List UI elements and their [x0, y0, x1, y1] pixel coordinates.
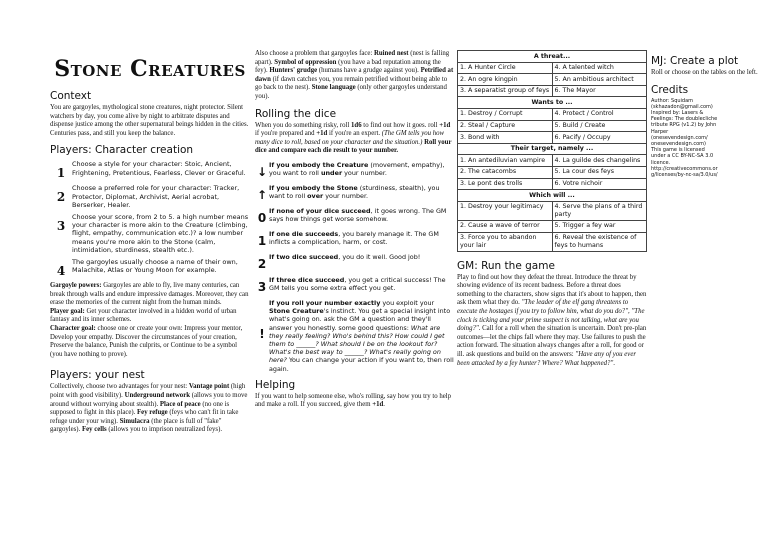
- outcome-bold: If three dice succeed: [269, 275, 345, 284]
- credits-line: Harper: [651, 128, 669, 135]
- step-text: Choose your score, from 2 to 5. a high number means your character is more akin to the Creature (climbing, flight, empathy, communication etc.)? a low number means you're more akin to the Stone (calm, intimidation, sturdiness, stealth etc.).: [72, 212, 249, 254]
- table-cell: 4. Serve the plans of a third party: [552, 201, 647, 220]
- table-cell: 1. An antediluvian vampire: [458, 155, 553, 167]
- outcome-symbol: 3: [257, 279, 267, 294]
- problem-intro: Also choose a problem that gargoyles face:: [255, 50, 374, 57]
- exact-text: you exploit your: [380, 298, 435, 307]
- creation-step: [50, 184, 250, 209]
- column-2: [255, 50, 455, 410]
- table-cell: 1. A Hunter Circle: [458, 62, 553, 74]
- outcome-bold: If two dice succeed: [269, 252, 339, 261]
- outcome-plain: , you barely manage it. The GM inflicts a complication, harm, or cost.: [269, 229, 439, 247]
- outcome-bold: If you embody the Creature: [269, 160, 369, 169]
- character-goal-text: choose one or create your own: Impress your mentor, Develop your empathy. Discover the circumstances of your creation, Preserve the balance, Punish the culprits, or Continue to be a symbol (you have nothing to prove).: [50, 324, 243, 358]
- table-row: [458, 108, 647, 120]
- outcome-plain: (movement, empathy), you want to roll: [269, 160, 445, 178]
- dice-text: When you do something risky, roll: [255, 121, 352, 129]
- credits-line: Author: Squidam: [651, 97, 694, 104]
- creation-steps: [50, 160, 250, 278]
- column-4: [651, 55, 761, 178]
- creation-step: [50, 213, 250, 254]
- step-number: 4: [56, 264, 66, 278]
- credits-line: tribute RPG (v1.2) by John: [651, 122, 717, 129]
- table-cell: 3. Force you to abandon your lair: [458, 232, 553, 251]
- dice-instruction: Roll your dice and compare each die result to your number.: [255, 138, 452, 155]
- outcome-bold: under: [320, 169, 343, 178]
- table-cell: 1. Destroy your legitimacy: [458, 201, 553, 220]
- gm-paragraph: [457, 274, 647, 369]
- nest-advantage-label: Underground network: [124, 391, 190, 399]
- problems-paragraph: [255, 50, 455, 102]
- outcome-symbol: 2: [257, 256, 267, 271]
- outcome-symbol: 1: [257, 233, 267, 248]
- table-cell: 5. La cour des feys: [552, 166, 647, 178]
- credits-line: under a CC BY-NC-SA 3.0: [651, 153, 714, 160]
- mj-heading: MJ: Create a plot: [651, 55, 739, 67]
- nest-advantage-text: (no one is supposed to fight in this place).: [50, 400, 230, 417]
- nest-advantage-text: (feys who can't fit in take refuge under your wing).: [50, 409, 239, 425]
- table-cell: 6. Reveal the existence of feys to humans: [552, 232, 647, 251]
- outcome-plain: , it goes wrong. The GM says how things get worse somehow.: [269, 206, 447, 224]
- exact-roll-row: [255, 299, 455, 373]
- outcome-symbol: ↑: [256, 187, 268, 202]
- exact-roll-text: [269, 299, 455, 373]
- gm-example: "Have any of you ever been attacked by a fey hunter? Where? What happened?": [457, 351, 636, 367]
- step-number: 2: [56, 190, 66, 205]
- outcome-plain: , you get a critical success! The GM tells you some extra effect you get.: [269, 275, 446, 293]
- nest-advantage-text: (allows you to imprison neutralized feys).: [106, 426, 223, 434]
- credits-line: (skhazadon@gmail.com): [651, 103, 713, 110]
- dice-d6: 1d6: [351, 121, 362, 129]
- table-cell: 3. Le pont des trolls: [458, 178, 553, 190]
- outcome-bold: If none of your dice succeed: [269, 206, 371, 215]
- helping-text: .: [383, 401, 385, 409]
- table-cell: 5. Trigger a fey war: [552, 220, 647, 232]
- outcome-text: [269, 253, 455, 261]
- step-number: 3: [56, 218, 66, 233]
- table-cell: 6. The Mayor: [552, 85, 647, 97]
- powers-text: Gargoyles are able to fly, live many centuries, can break through walls and endure impressive damages. Moreover, they can erase the memories of the current night from the human minds.: [50, 282, 249, 307]
- table-cell: 3. A separatist group of feys: [458, 85, 553, 97]
- dice-bonus: +1d: [439, 121, 451, 129]
- table-cell: 4. La guilde des changelins: [552, 155, 647, 167]
- outcome-text: [269, 276, 455, 292]
- table-cell: 4. Protect / Control: [552, 108, 647, 120]
- dice-text: to find out how it goes. roll: [361, 121, 440, 129]
- dice-outcome-row: [255, 184, 455, 202]
- dice-heading: Rolling the dice: [255, 107, 337, 120]
- powers-paragraph: [50, 282, 250, 308]
- problem-text: (nest is falling apart).: [255, 50, 450, 66]
- table-section-header: Wants to ...: [458, 97, 647, 109]
- table-row: [458, 85, 647, 97]
- goal-label: Player goal:: [50, 307, 85, 315]
- outcome-symbol: 0: [257, 210, 267, 225]
- outcome-symbol: ↓: [256, 164, 268, 179]
- exact-text: You can change your action if you want to, then roll again.: [269, 356, 454, 373]
- dice-outcome-row: [255, 253, 455, 271]
- exact-bold: If you roll your number exactly: [269, 298, 381, 307]
- dice-outcomes: [255, 161, 455, 294]
- nest-advantage-label: Fey cells: [81, 426, 107, 434]
- credits-line: g/licenses/by-nc-sa/3.0/us/: [651, 172, 718, 179]
- dice-note: (The GM tells you how many dice to roll, based on your character and the situation.): [255, 130, 445, 146]
- nest-intro: Collectively, choose two advantages for your nest:: [50, 383, 189, 391]
- table-row: [458, 232, 647, 251]
- table-section-header-row: [458, 97, 647, 109]
- problem-label: Hunters' grudge: [269, 67, 318, 75]
- table-cell: 3. Bond with: [458, 132, 553, 144]
- exclamation-icon: !: [259, 326, 265, 341]
- exact-text: 's instinct. You get a special insight into what's going on. ask the GM a question and they'll answer you honestly. some good questions:: [269, 307, 451, 332]
- outcome-plain: , you do it well. Good job!: [338, 252, 421, 261]
- table-cell: 6. Pacify / Occupy: [552, 132, 647, 144]
- outcome-plain: your number.: [323, 192, 369, 201]
- goal-paragraph: [50, 308, 250, 325]
- table-row: [458, 74, 647, 86]
- plot-table: [457, 50, 647, 252]
- table-cell: 2. Cause a wave of terror: [458, 220, 553, 232]
- nest-advantage-label: Place of peace: [159, 400, 201, 408]
- gm-example: "The leader of the elf gang threatens to execute the hostages if you try to follow him, what do you do?", "The clock is ticking and your prime suspect is not talking, what are you doing?": [457, 299, 645, 333]
- problem-label: Stone language: [311, 84, 356, 92]
- table-cell: 2. The catacombs: [458, 166, 553, 178]
- nest-advantage-text: (high point with good visibility).: [50, 383, 246, 399]
- creation-step: [50, 258, 250, 278]
- outcome-plain: (sturdiness, stealth), you want to roll: [269, 183, 440, 201]
- problem-text: (if dawn catches you, you remain petrified without being able to go back to the nest).: [255, 75, 448, 92]
- context-heading: Context: [50, 90, 92, 102]
- table-cell: 5. An ambitious architect: [552, 74, 647, 86]
- gm-heading: GM: Run the game: [457, 259, 555, 272]
- step-text: Choose a style for your character: Stoic, Ancient, Frightening, Pretentious, Fearless, Clever or Graceful.: [72, 160, 246, 177]
- table-cell: 2. Steal / Capture: [458, 120, 553, 132]
- dice-outcome-row: [255, 230, 455, 248]
- table-cell: 5. Build / Create: [552, 120, 647, 132]
- outcome-bold: over: [307, 192, 324, 201]
- column-1: [50, 50, 250, 435]
- table-cell: 6. Votre nichoir: [552, 178, 647, 190]
- table-section-header: Which will ...: [458, 190, 647, 202]
- problem-label: Ruined nest: [373, 50, 409, 57]
- dice-outcome-row: [255, 161, 455, 179]
- dice-bonus: +1d: [316, 130, 328, 138]
- dice-paragraph: [255, 122, 455, 156]
- outcome-text: [269, 207, 455, 223]
- powers-label: Gargoyle powers:: [50, 282, 102, 289]
- character-goal-label: Character goal:: [50, 324, 96, 332]
- helping-bonus: +1d: [372, 401, 384, 409]
- credits-line: Feelings: The doublecliche: [651, 116, 718, 123]
- helping-text: If you want to help someone else, who's rolling, say how you try to help and make a roll. If you succeed, give them: [255, 392, 452, 409]
- table-section-header: Their target, namely ...: [458, 143, 647, 155]
- credits-heading: Credits: [651, 83, 689, 96]
- problem-text: (only other gargoyles understand you).: [255, 84, 447, 100]
- gm-text: Play to find out how they defeat the threat. Introduce the threat by showing evidence of its recent badness. Before a threat does something to the characters, show signs that it's about to happen, then ask them what they do.: [457, 273, 647, 307]
- credits-line: (onesevendesign.com/: [651, 134, 708, 141]
- table-row: [458, 201, 647, 220]
- table-row: [458, 62, 647, 74]
- helping-heading: Helping: [255, 378, 296, 391]
- exact-bold: Stone Creature: [269, 307, 324, 316]
- dice-text: if you're an expert.: [327, 130, 382, 138]
- credits-text: [651, 98, 761, 179]
- outcome-text: [269, 184, 455, 200]
- helping-paragraph: [255, 393, 455, 410]
- credits-line: http://creativecommons.or: [651, 165, 718, 172]
- table-row: [458, 178, 647, 190]
- table-row: [458, 166, 647, 178]
- credits-line: onesevendesign.com): [651, 141, 706, 148]
- table-section-header-row: [458, 190, 647, 202]
- problem-text: (you have a bad reputation among the fey).: [255, 58, 441, 75]
- credits-line: This game is licensed: [651, 147, 705, 154]
- gm-text: . Call for a roll when the situation is uncertain. Don't pre-plan outcomes—let the chips fall where they may. Use failures to push the action forward. The situation always changes after a roll, for good or ill. ask questions and build on the answers:: [457, 325, 647, 359]
- page-title: Stone Creatures: [54, 56, 246, 82]
- table-row: [458, 120, 647, 132]
- nest-heading: Players: your nest: [50, 369, 145, 382]
- goal-text: Get your character involved in a hidden world of urban fantasy and its inner schemes.: [50, 307, 237, 324]
- table-cell: 2. An ogre kingpin: [458, 74, 553, 86]
- nest-advantage-label: Fey refuge: [137, 409, 168, 417]
- players-heading: Players: Character creation: [50, 144, 194, 157]
- nest-advantage-text: (the place is full of "fake" gargoyles).: [50, 417, 222, 434]
- step-number: 1: [56, 166, 66, 181]
- problem-label: Petrified at dawn: [255, 67, 454, 83]
- nest-advantage-label: Simulacra: [119, 417, 150, 425]
- credits-line: licence.: [651, 159, 671, 166]
- table-cell: 4. A talented witch: [552, 62, 647, 74]
- problem-text: (humans have a grudge against you).: [317, 67, 421, 75]
- outcome-text: [269, 161, 455, 177]
- exact-questions: What are they really feeling? Who's behind this? How could I get them to ______? What should I be on the lookout for? What's the best way to ______? What's really going on here?: [269, 323, 445, 365]
- nest-paragraph: [50, 383, 250, 435]
- problem-label: Symbol of oppression: [274, 58, 337, 66]
- column-3: [457, 50, 647, 368]
- outcome-bold: If one die succeeds: [269, 229, 339, 238]
- dice-text: if you're prepared and: [255, 130, 317, 138]
- character-goal-paragraph: [50, 325, 250, 359]
- step-text: Choose a preferred role for your character: Tracker, Protector, Diplomat, Archivist, Aerial acrobat, Berserker, Healer.: [72, 184, 240, 209]
- mj-text: Roll or choose on the tables on the left.: [651, 69, 758, 76]
- outcome-plain: your number.: [342, 169, 387, 178]
- credits-line: Inspired by: Lasers &: [651, 110, 704, 116]
- table-row: [458, 155, 647, 167]
- dice-outcome-row: [255, 276, 455, 294]
- table-row: [458, 220, 647, 232]
- nest-advantage-text: (allows you to move around without worrying about stealth).: [50, 391, 248, 408]
- table-section-header-row: [458, 51, 647, 63]
- creation-step: [50, 160, 250, 180]
- table-row: [458, 132, 647, 144]
- table-section-header: A threat...: [458, 51, 647, 63]
- outcome-text: [269, 230, 455, 246]
- dice-outcome-row: [255, 207, 455, 225]
- step-text: The gargoyles usually choose a name of their own, Malachite, Atlas or Young Moon for example.: [72, 258, 238, 275]
- gm-text: .: [613, 359, 615, 367]
- table-cell: 1. Destroy / Corrupt: [458, 108, 553, 120]
- nest-advantage-label: Vantage point: [188, 383, 230, 391]
- table-section-header-row: [458, 143, 647, 155]
- context-text: You are gargoyles, mythological stone creatures, night protector. Silent watchers by day, you come alive by night to arbitrate disputes and dispense justice among the other supernatural beings hidden in the cities. Centuries pass, and still you keep the balance.: [50, 104, 249, 137]
- outcome-bold: If you embody the Stone: [269, 183, 358, 192]
